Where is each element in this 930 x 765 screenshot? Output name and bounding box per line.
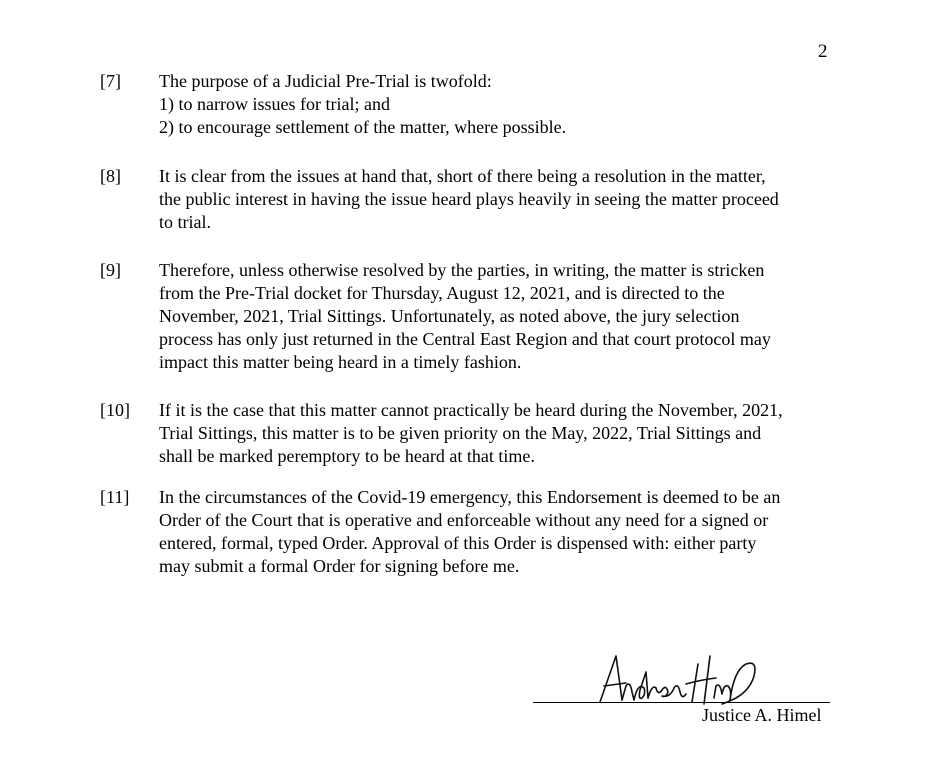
paragraph-number: [11] [100, 487, 130, 507]
text-line: In the circumstances of the Covid-19 emergency, this Endorsement is deemed to be an [159, 487, 781, 507]
paragraph-number: [8] [100, 166, 121, 186]
paragraph-text [159, 70, 839, 139]
text-line: It is clear from the issues at hand that, short of there being a resolution in the matter, [159, 166, 766, 186]
paragraph-number: [10] [100, 400, 130, 420]
page-number: 2 [818, 41, 828, 62]
text-line: November, 2021, Trial Sittings. Unfortunately, as noted above, the jury selection [159, 306, 740, 326]
text-line: entered, formal, typed Order. Approval of this Order is dispensed with: either party [159, 533, 757, 553]
text-line: 2) to encourage settlement of the matter, where possible. [159, 117, 567, 137]
text-line: The purpose of a Judicial Pre-Trial is twofold: [159, 71, 492, 91]
text-line: may submit a formal Order for signing before me. [159, 556, 520, 576]
text-line: If it is the case that this matter cannot practically be heard during the November, 2021, [159, 400, 783, 420]
paragraph-text [159, 259, 839, 374]
paragraph-number: [9] [100, 260, 121, 280]
text-line: Trial Sittings, this matter is to be given priority on the May, 2022, Trial Sittings and [159, 423, 762, 443]
text-line: to trial. [159, 212, 211, 232]
paragraph-text [159, 399, 839, 468]
paragraph-text [159, 486, 839, 578]
paragraph-number: [7] [100, 71, 121, 91]
text-line: Therefore, unless otherwise resolved by the parties, in writing, the matter is stricken [159, 260, 765, 280]
text-line: from the Pre-Trial docket for Thursday, August 12, 2021, and is directed to the [159, 283, 725, 303]
text-line: impact this matter being heard in a timely fashion. [159, 352, 522, 372]
text-line: 1) to narrow issues for trial; and [159, 94, 390, 114]
handwritten-signature [596, 650, 776, 710]
paragraph-text [159, 165, 839, 234]
signature-name: Justice A. Himel [702, 705, 822, 725]
text-line: the public interest in having the issue heard plays heavily in seeing the matter proceed [159, 189, 779, 209]
text-line: Order of the Court that is operative and enforceable without any need for a signed or [159, 510, 769, 530]
text-line: process has only just returned in the Central East Region and that court protocol may [159, 329, 771, 349]
text-line: shall be marked peremptory to be heard at that time. [159, 446, 535, 466]
